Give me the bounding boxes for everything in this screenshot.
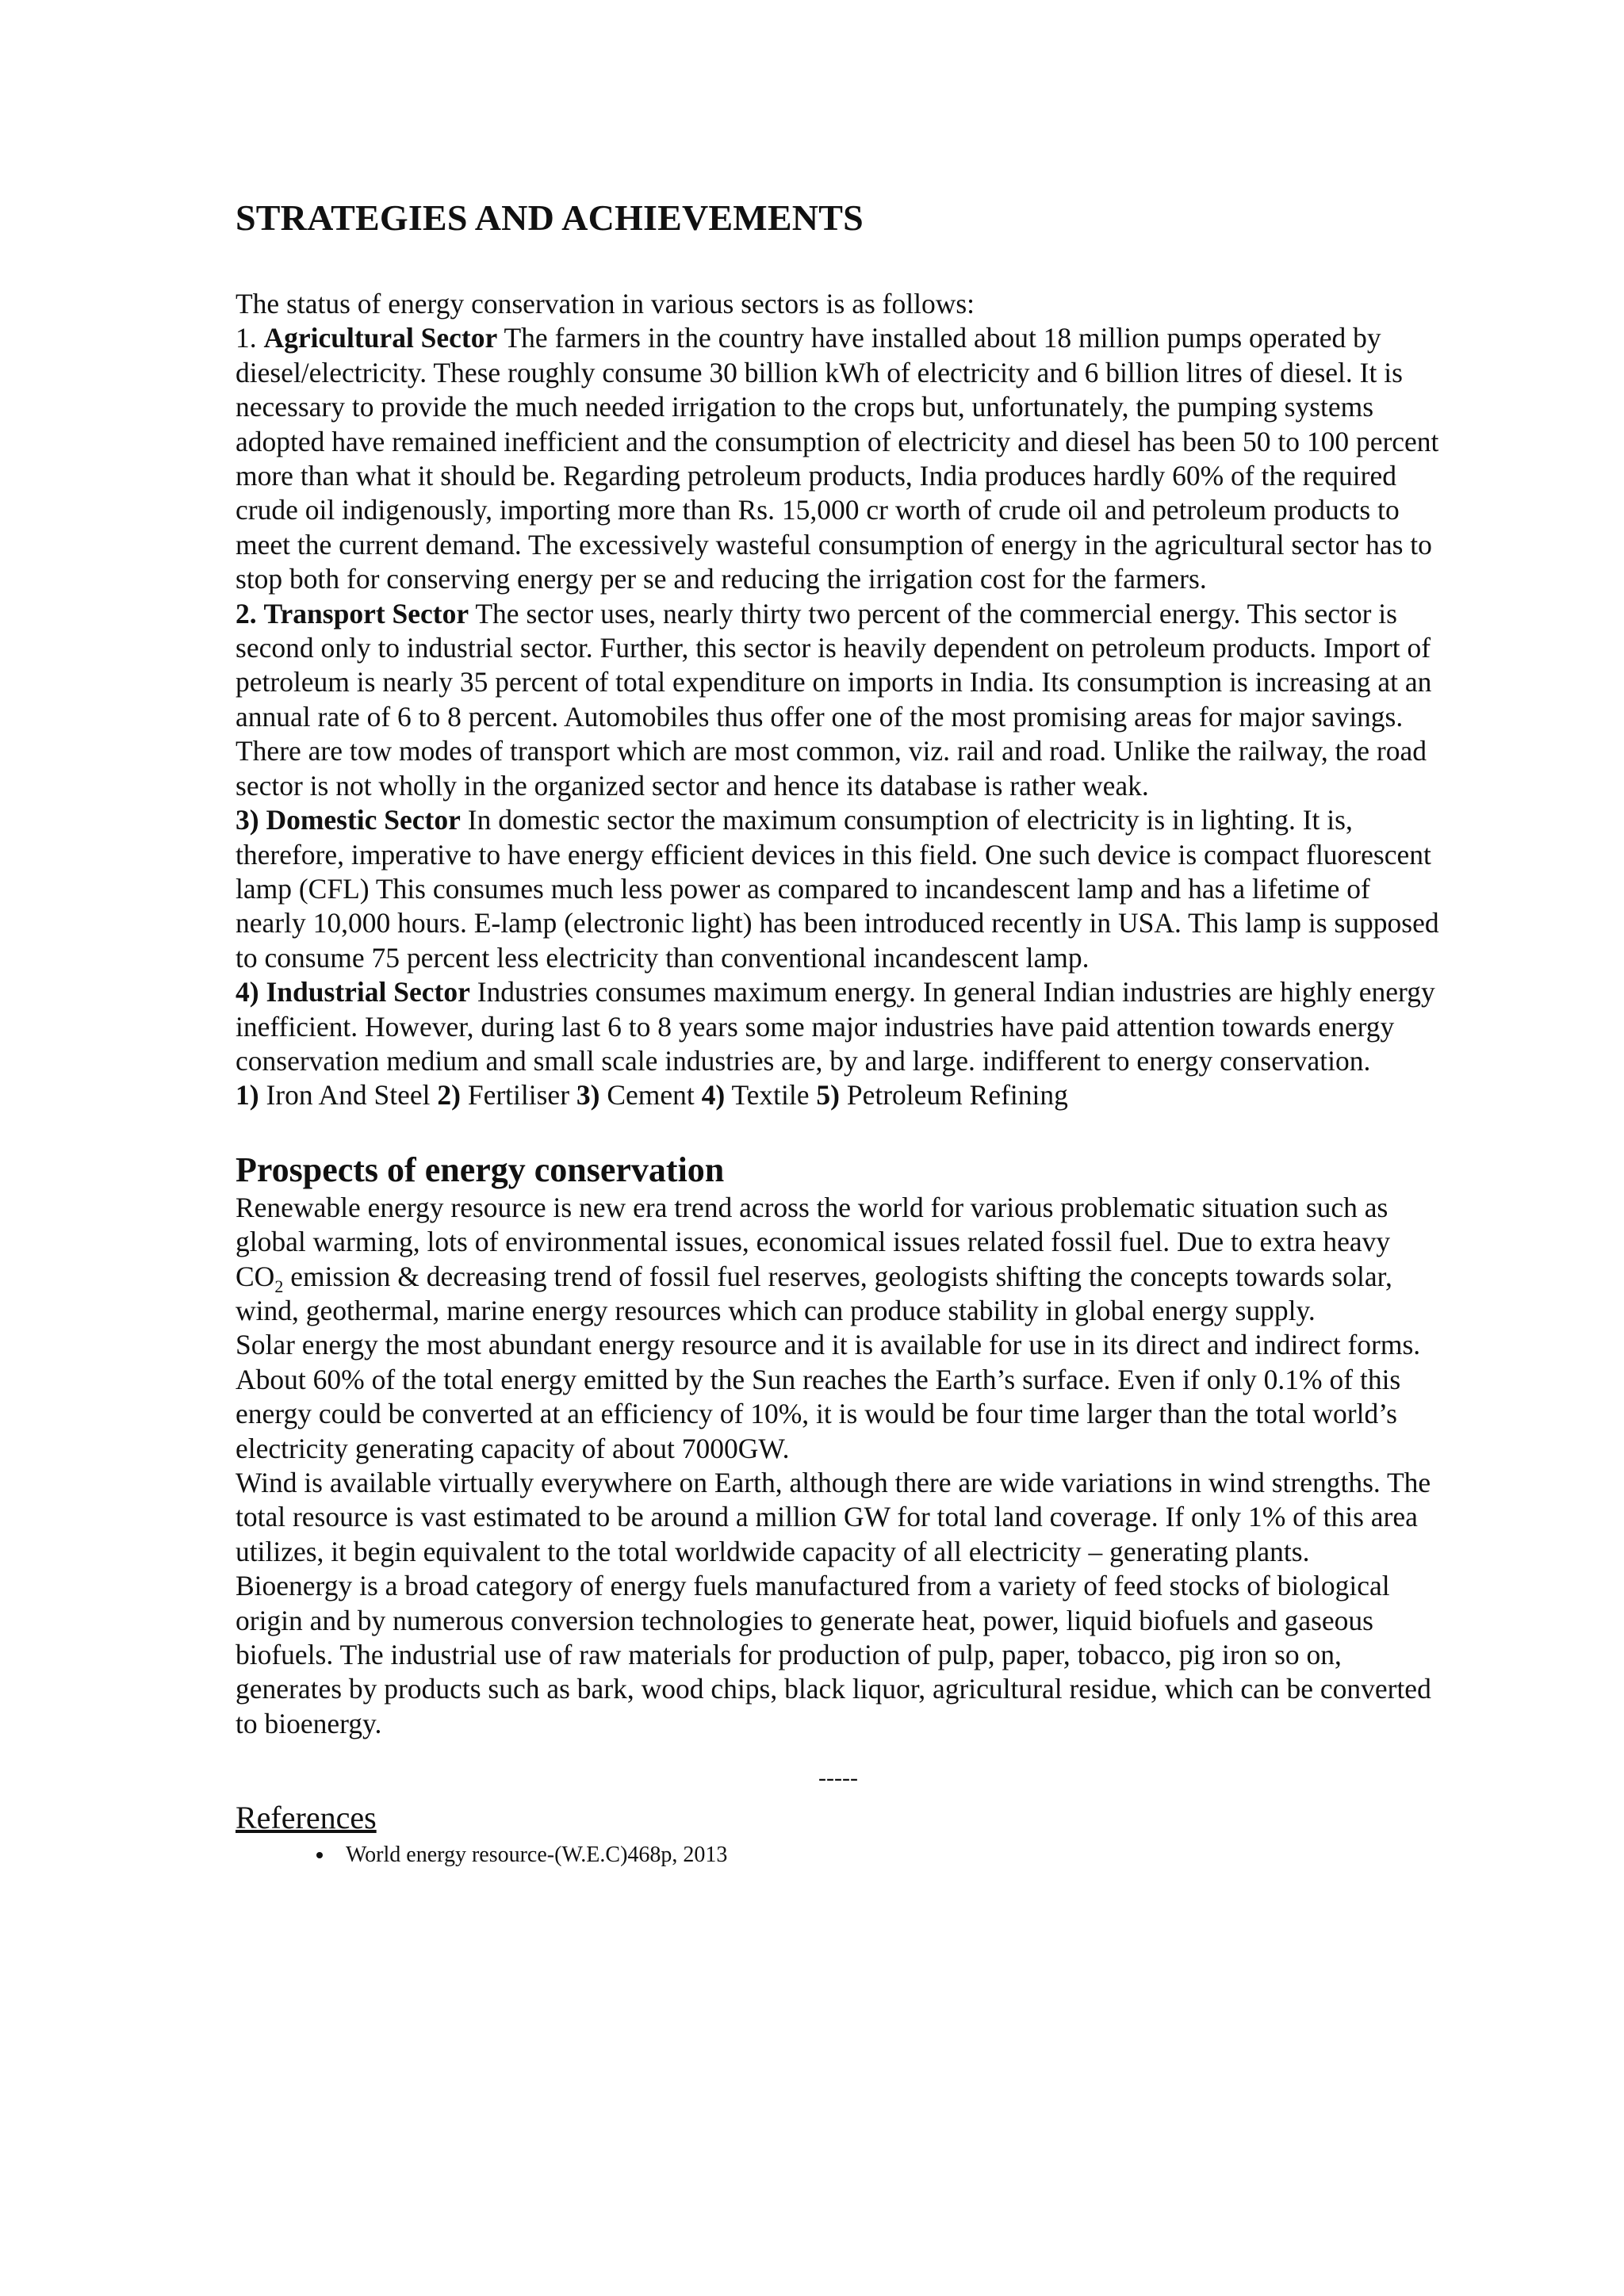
industry-number: 3)	[576, 1079, 600, 1112]
sector-number: 1.	[236, 322, 257, 354]
sector-text: The farmers in the country have installed about 18 million pumps operated by diesel/electricity. These roughly consume 30 billion kWh of electricity and 6 billion litres of diesel. It is necessary to provide the much needed irrigation to the crops but, unfortunately, the pumping systems adopted have remained inefficient and the consumption of electricity and diesel has been 50 to 100 percent more than what it should be. Regarding petroleum products, India produces hardly 60% of the required crude oil indigenously, importing more than Rs. 15,000 cr worth of crude oil and petroleum products to meet the current demand. The excessively wasteful consumption of energy in the agricultural sector has to stop both for conserving energy per se and reducing the irrigation cost for the farmers.	[236, 322, 1439, 595]
industry-number: 5)	[816, 1079, 840, 1112]
sector-name: Domestic Sector	[266, 804, 461, 836]
sectors-section	[236, 287, 1441, 1113]
prospects-paragraph-bioenergy: Bioenergy is a broad category of energy fuels manufactured from a variety of feed stocks of biological origin and by numerous conversion technologies to generate heat, power, liquid biofuels and gaseous biofuels. The industrial use of raw materials for production of pulp, paper, tobacco, pig iron so on, generates by products such as bark, wood chips, black liquor, agricultural residue, which can be converted to bioenergy.	[236, 1570, 1431, 1739]
renewable-text-start: Renewable energy resource is new era trend across the world for various problematic situation such as global warming, lots of environmental issues, economical issues related fossil fuel. Due to extra heavy CO	[236, 1191, 1391, 1292]
prospects-paragraph-solar: Solar energy the most abundant energy resource and it is available for use in its direct and indirect forms. About 60% of the total energy emitted by the Sun reaches the Earth’s surface. Even if only 0.1% of this energy could be converted at an efficiency of 10%, it is would be four time larger than the total world’s electricity generating capacity of about 7000GW.	[236, 1329, 1421, 1464]
sector-name: Transport Sector	[263, 597, 469, 629]
sector-number: 4)	[236, 976, 259, 1008]
industry-name: Fertiliser	[467, 1079, 570, 1112]
reference-item: • World energy resource-(W.E.C)468p, 2013	[335, 1841, 1441, 1869]
industry-number: 2)	[437, 1079, 461, 1112]
sector-text: In domestic sector the maximum consumption of electricity is in lighting. It is, therefore, imperative to have energy efficient devices in this field. One such device is compact fluorescent lamp (CFL) This consumes much less power as compared to incandescent lamp and has a lifetime of nearly 10,000 hours. E-lamp (electronic light) has been introduced recently in USA. This lamp is supposed to consume 75 percent less electricity than conventional incandescent lamp.	[236, 804, 1439, 974]
sector-domestic	[236, 803, 1441, 975]
prospects-paragraph-renewable	[236, 1191, 1441, 1329]
prospects-paragraph-wind: Wind is available virtually everywhere on Earth, although there are wide variations in wind strengths. The total resource is vast estimated to be around a million GW for total land coverage. If only 1% of this area utilizes, it begin equivalent to the total worldwide capacity of all electricity – generating plants.	[236, 1467, 1431, 1567]
industries-list	[236, 1078, 1441, 1112]
industry-name: Textile	[731, 1079, 810, 1112]
document-body	[236, 190, 1441, 1869]
page-title: STRATEGIES AND ACHIEVEMENTS	[236, 197, 864, 238]
sector-text: Industries consumes maximum energy. In general Indian industries are highly energy inefficient. However, during last 6 to 8 years some major industries have paid attention towards energy conservation medium and small scale industries are, by and large. indifferent to energy conservation.	[236, 976, 1435, 1077]
sector-name: Industrial Sector	[266, 976, 470, 1008]
industry-name: Iron And Steel	[266, 1079, 431, 1112]
sector-transport	[236, 597, 1441, 803]
section-divider: -----	[818, 1765, 858, 1792]
industry-number: 4)	[701, 1079, 726, 1112]
prospects-heading: Prospects of energy conservation	[236, 1150, 725, 1189]
renewable-text-end: emission & decreasing trend of fossil fuel reserves, geologists shifting the concepts towards solar, wind, geothermal, marine energy resources which can produce stability in global energy supply.	[236, 1260, 1392, 1326]
industry-name: Petroleum Refining	[846, 1079, 1068, 1112]
references-list	[236, 1841, 1441, 1869]
references-heading: References	[236, 1800, 377, 1836]
sector-name: Agricultural Sector	[263, 322, 498, 354]
sector-industrial	[236, 975, 1441, 1078]
sector-agricultural	[236, 321, 1441, 596]
industry-name: Cement	[607, 1079, 695, 1112]
intro-line: The status of energy conservation in various sectors is as follows:	[236, 288, 975, 320]
sector-number: 2.	[236, 597, 257, 629]
co2-subscript: 2	[274, 1276, 284, 1296]
sector-text: The sector uses, nearly thirty two percent of the commercial energy. This sector is second only to industrial sector. Further, this sector is heavily dependent on petroleum products. Import of petroleum is nearly 35 percent of total expenditure on imports in India. Its consumption is increasing at an annual rate of 6 to 8 percent. Automobiles thus offer one of the most promising areas for major savings. There are tow modes of transport which are most common, viz. rail and road. Unlike the railway, the road sector is not wholly in the organized sector and hence its database is rather weak.	[236, 597, 1432, 802]
sector-number: 3)	[236, 804, 259, 836]
prospects-section	[236, 1191, 1441, 1742]
industry-number: 1)	[236, 1079, 259, 1112]
